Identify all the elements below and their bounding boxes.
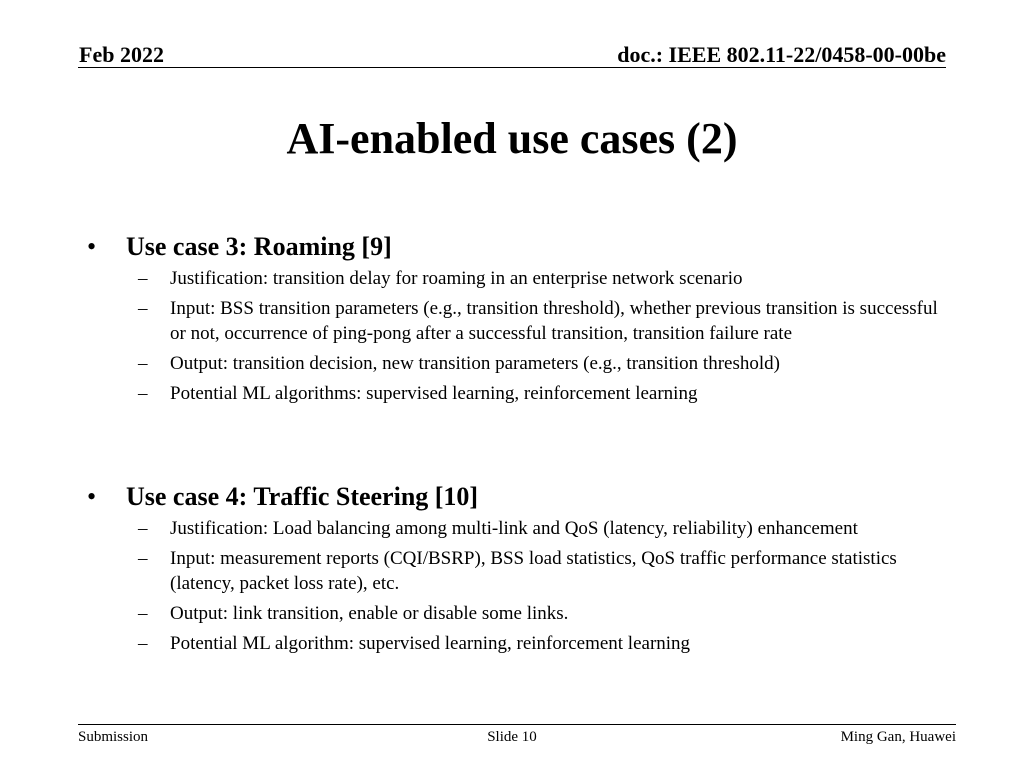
dash-icon: – xyxy=(138,548,148,569)
header-doc-id: doc.: IEEE 802.11-22/0458-00-00be xyxy=(617,42,946,67)
header-rule xyxy=(78,67,946,68)
list-item-text: Input: BSS transition parameters (e.g., transition threshold), whether previous transition is successful or not, occurrence of ping-pong after a successful transition, transition failure rate xyxy=(170,298,938,344)
use-case-4-section xyxy=(0,479,1024,662)
header-date: Feb 2022 xyxy=(79,42,164,67)
list-item-text: Justification: Load balancing among multi-link and QoS (latency, reliability) enhancement xyxy=(170,518,858,539)
list-item-text: Justification: transition delay for roaming in an enterprise network scenario xyxy=(170,268,743,289)
list-item xyxy=(0,267,950,292)
list-item xyxy=(0,352,950,377)
use-case-4-heading: Use case 4: Traffic Steering [10] xyxy=(126,482,479,511)
use-case-3-bullet-row xyxy=(0,229,1024,265)
list-item xyxy=(0,517,950,542)
dash-icon: – xyxy=(138,632,148,654)
dash-icon: – xyxy=(138,518,148,539)
footer-rule xyxy=(78,724,956,725)
dash-icon: – xyxy=(138,268,148,289)
use-case-4-bullet-row xyxy=(0,479,1024,515)
list-item-text: Potential ML algorithm: supervised learning, reinforcement learning xyxy=(170,632,691,654)
list-item-text: Input: measurement reports (CQI/BSRP), BSS load statistics, QoS traffic performance statistics (latency, packet loss rate), etc. xyxy=(170,548,897,594)
list-item xyxy=(0,297,950,346)
list-item-text: Output: transition decision, new transition parameters (e.g., transition threshold) xyxy=(170,352,780,374)
dash-icon: – xyxy=(138,382,148,404)
list-item xyxy=(0,547,950,596)
dash-icon: – xyxy=(138,352,148,374)
slide-title: AI-enabled use cases (2) xyxy=(286,114,738,163)
list-item xyxy=(0,632,950,657)
bullet-dot-icon: • xyxy=(87,232,97,261)
footer-slide-number: Slide 10 xyxy=(487,729,537,745)
use-case-3-details xyxy=(0,267,1024,406)
dash-icon: – xyxy=(138,602,148,624)
use-case-3-section xyxy=(0,229,1024,412)
list-item xyxy=(0,382,950,407)
use-case-4-details xyxy=(0,517,1024,656)
list-item xyxy=(0,602,950,627)
footer-submission: Submission xyxy=(78,729,149,745)
list-item-text: Potential ML algorithms: supervised learning, reinforcement learning xyxy=(170,382,698,404)
use-case-3-heading: Use case 3: Roaming [9] xyxy=(126,232,392,261)
list-item-text: Output: link transition, enable or disable some links. xyxy=(170,602,569,624)
dash-icon: – xyxy=(138,298,148,319)
bullet-dot-icon: • xyxy=(87,482,97,511)
footer-author: Ming Gan, Huawei xyxy=(840,729,956,745)
